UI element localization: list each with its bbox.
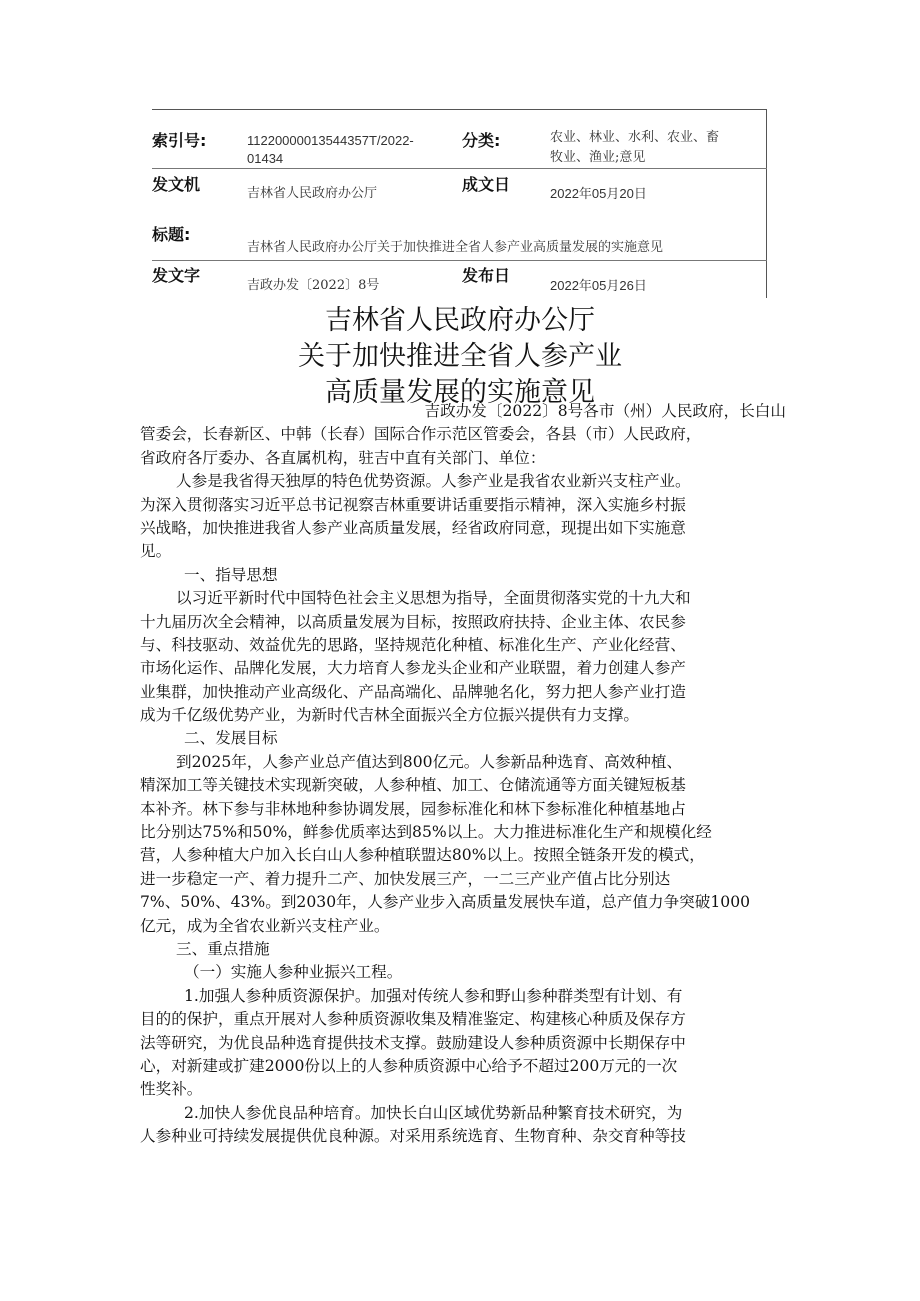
doc-line: 省政府各厅委办、各直属机构，驻吉中直有关部门、单位：	[140, 448, 546, 467]
doc-line: 与、科技驱动、效益优先的思路，坚持规范化种植、标准化生产、产业化经营、	[140, 635, 686, 654]
index-label: 索引号:	[152, 131, 207, 150]
written-date-label: 成文日	[462, 175, 511, 194]
section-heading: 三、重点措施	[176, 939, 270, 958]
doc-line: 进一步稳定一产、着力提升二产、加快发展三产，一二三产业产值占比分别达	[140, 869, 671, 888]
doc-line: 7%、50%、43%。到2030年，人参产业步入高质量发展快车道，总产值力争突破1000	[140, 893, 751, 912]
doc-line: 营，人参种植大户加入长白山人参种植联盟达80%以上。按照全链条开发的模式，	[140, 846, 705, 865]
doc-line: 比分别达75%和50%，鲜参优质率达到85%以上。大力推进标准化生产和规模化经	[140, 823, 712, 842]
doc-number-value: 吉政办发〔2022〕8号	[247, 278, 380, 293]
doc-line: 心，对新建或扩建2000份以上的人参种质资源中心给予不超过200万元的一次	[140, 1056, 678, 1075]
table-border-right	[766, 110, 767, 298]
doc-line: 成为千亿级优势产业，为新时代吉林全面振兴全方位振兴提供有力支撑。	[140, 706, 640, 725]
doc-line: 为深入贯彻落实习近平总书记视察吉林重要讲话重要指示精神，深入实施乡村振	[140, 495, 686, 514]
doc-line: 人参是我省得天独厚的特色优势资源。人参产业是我省农业新兴支柱产业。	[176, 472, 691, 491]
doc-line: 亿元，成为全省农业新兴支柱产业。	[140, 916, 390, 935]
publish-date-value: 2022年05月26日	[550, 278, 647, 293]
doc-line: 2.加快人参优良品种培育。加快长白山区域优势新品种繁育技术研究，为	[184, 1103, 683, 1122]
category-value-line1: 农业、林业、水利、农业、畜	[550, 130, 720, 145]
doc-line: 兴战略，加快推进我省人参产业高质量发展，经省政府同意，现提出如下实施意	[140, 518, 686, 537]
category-value-line2: 牧业、渔业;意见	[550, 150, 646, 165]
index-value-line1: 11220000013544357T/2022-	[247, 133, 414, 148]
written-date-value: 2022年05月20日	[550, 186, 647, 201]
doc-line: 1.加强人参种质资源保护。加强对传统人参和野山参种群类型有计划、有	[184, 986, 683, 1005]
doc-line: 以习近平新时代中国特色社会主义思想为指导，全面贯彻落实党的十九大和	[176, 589, 691, 608]
doc-line: 法等研究，为优良品种选育提供技术支撑。鼓励建设人参种质资源中长期保存中	[140, 1033, 686, 1052]
index-value-line2: 01434	[247, 151, 284, 166]
doc-title-line2: 关于加快推进全省人参产业	[298, 341, 622, 372]
doc-line: 到2025年，人参产业总产值达到800亿元。人参新品种选育、高效种植、	[176, 752, 683, 771]
table-divider	[152, 168, 767, 169]
doc-line: 人参种业可持续发展提供优良种源。对采用系统选育、生物育种、杂交育种等技	[140, 1127, 686, 1146]
doc-line: 本补齐。林下参与非林地种参协调发展，园参标准化和林下参标准化种植基地占	[140, 799, 686, 818]
doc-line: 十九届历次全会精神，以高质量发展为目标，按照政府扶持、企业主体、农民参	[140, 612, 686, 631]
doc-number-label: 发文字	[152, 266, 201, 285]
doc-title-line1: 吉林省人民政府办公厅	[325, 305, 595, 336]
doc-body	[140, 400, 800, 1149]
title-label: 标题:	[152, 225, 191, 244]
doc-line: 业集群，加快推动产业高级化、产品高端化、品牌驰名化，努力把人参产业打造	[140, 682, 686, 701]
doc-line: 精深加工等关键技术实现新突破，人参种植、加工、仓储流通等方面关键短板基	[140, 776, 686, 795]
doc-line: 管委会，长春新区、中韩（长春）国际合作示范区管委会，各县（市）人民政府，	[140, 425, 702, 444]
category-label: 分类:	[462, 131, 501, 150]
section-heading: 二、发展目标	[184, 729, 278, 748]
issuer-value: 吉林省人民政府办公厅	[247, 186, 378, 201]
doc-line: 市场化运作、品牌化发展，大力培育人参龙头企业和产业联盟，着力创建人参产	[140, 659, 686, 678]
issuer-label: 发文机	[152, 175, 201, 194]
section-heading: 一、指导思想	[184, 565, 278, 584]
subsection-heading: （一）实施人参种业振兴工程。	[184, 963, 403, 982]
table-divider	[152, 260, 767, 261]
title-value: 吉林省人民政府办公厅关于加快推进全省人参产业高质量发展的实施意见	[247, 240, 664, 255]
publish-date-label: 发布日	[462, 266, 511, 285]
metadata-table	[152, 109, 767, 298]
doc-title-line3: 高质量发展的实施意见	[325, 377, 595, 408]
doc-line: 目的的保护，重点开展对人参种质资源收集及精准鉴定、构建核心种质及保存方	[140, 1010, 686, 1029]
doc-addressee-line: 吉政办发〔2022〕8号各市（州）人民政府，长白山	[424, 402, 786, 420]
doc-line: 性奖补。	[140, 1080, 203, 1099]
doc-line: 见。	[140, 542, 172, 561]
